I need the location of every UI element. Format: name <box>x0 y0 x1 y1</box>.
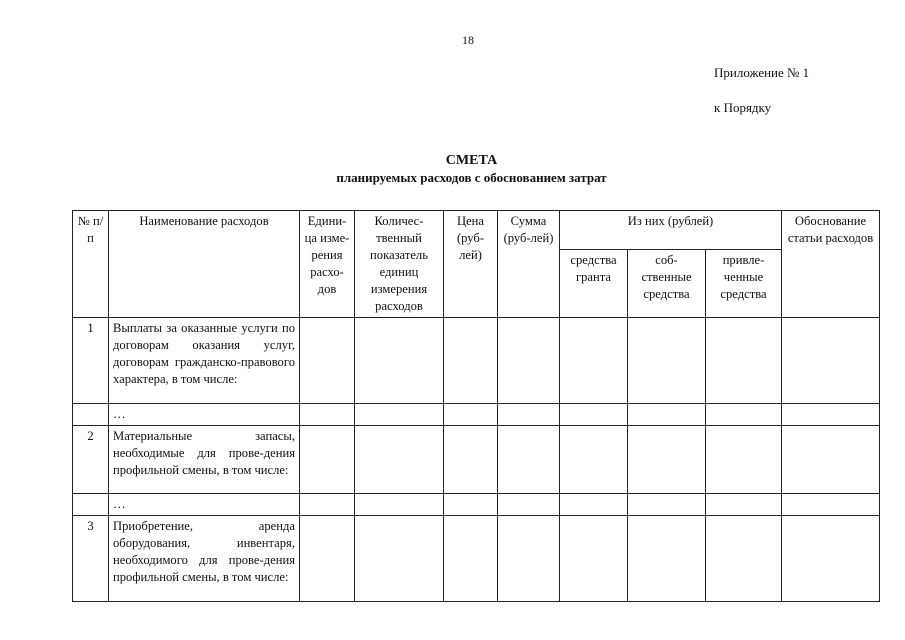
header-unit: Едини-ца изме-рения расхо-дов <box>300 211 355 318</box>
header-quantity: Количес-твенный показатель единиц измерения расходов <box>355 211 444 318</box>
header-sum: Сумма (руб-лей) <box>498 211 560 318</box>
header-name: Наименование расходов <box>109 211 300 318</box>
row-num <box>73 404 109 426</box>
page-number: 18 <box>462 33 474 47</box>
header-price: Цена (руб-лей) <box>444 211 498 318</box>
header-of-which: Из них (рублей) <box>560 211 782 250</box>
table-row <box>73 318 880 404</box>
header-row <box>73 211 880 250</box>
header-raised-funds: привле-ченные средства <box>706 249 782 317</box>
header-justification: Обоснование статьи расходов <box>782 211 880 318</box>
order-reference: к Порядку <box>714 100 772 115</box>
table-row <box>73 516 880 602</box>
document-subtitle: планируемых расходов с обоснованием затрат <box>336 170 607 185</box>
row-name: Материальные запасы, необходимые для прове-дения профильной смены, в том числе: <box>109 426 300 494</box>
row-num: 3 <box>73 516 109 602</box>
row-name: … <box>109 494 300 516</box>
header-own-funds: соб-ственные средства <box>628 249 706 317</box>
row-num: 2 <box>73 426 109 494</box>
row-name: Выплаты за оказанные услуги по договорам оказания услуг, договорам гражданско-правового характера, в том числе: <box>109 318 300 404</box>
document-title: СМЕТА <box>445 153 498 168</box>
row-num <box>73 494 109 516</box>
table-row <box>73 426 880 494</box>
header-num: № п/п <box>73 211 109 318</box>
appendix-label: Приложение № 1 <box>714 65 810 80</box>
table-row <box>73 494 880 516</box>
header-grant-funds: средства гранта <box>560 249 628 317</box>
row-name: … <box>109 404 300 426</box>
row-num: 1 <box>73 318 109 404</box>
table-row <box>73 404 880 426</box>
estimate-table <box>72 210 880 602</box>
row-name: Приобретение, аренда оборудования, инвентаря, необходимого для прове-дения профильной смены, в том числе: <box>109 516 300 602</box>
